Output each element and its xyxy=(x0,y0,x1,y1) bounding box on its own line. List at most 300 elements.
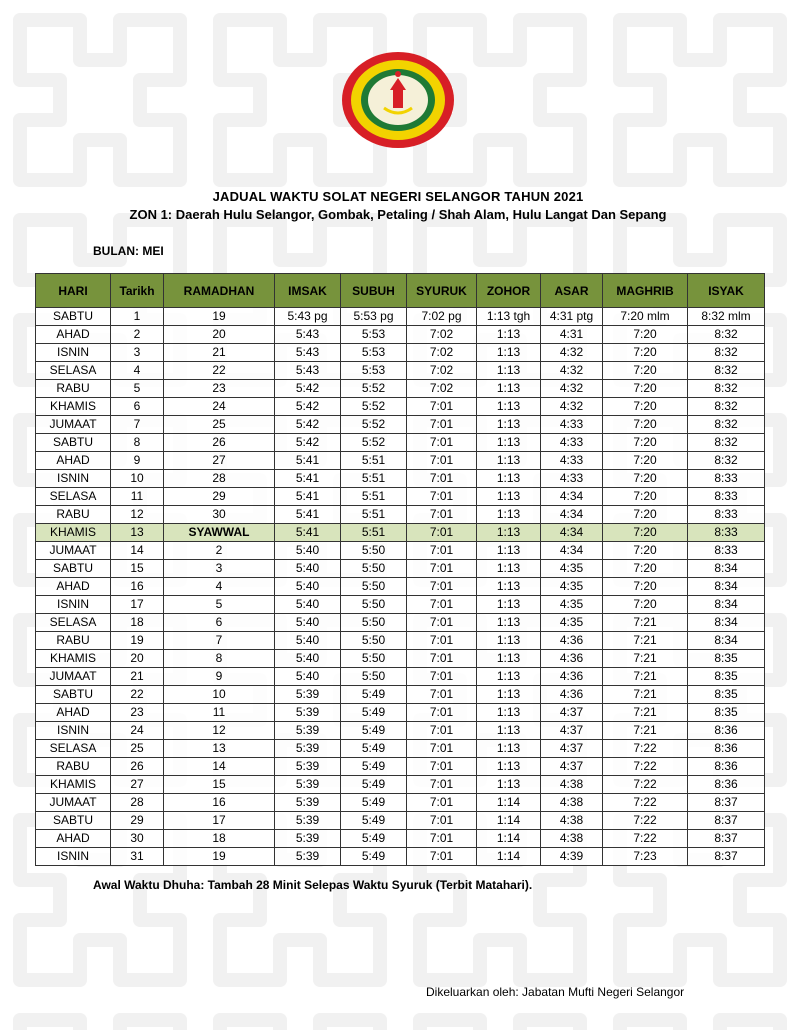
table-row xyxy=(36,704,765,722)
table-cell: 29 xyxy=(111,812,164,830)
table-cell: 8:32 mlm xyxy=(688,308,765,326)
table-cell: 7:01 xyxy=(407,740,477,758)
table-cell: 7:02 xyxy=(407,344,477,362)
table-cell: 5:50 xyxy=(341,578,407,596)
table-cell: 8:36 xyxy=(688,722,765,740)
table-cell: 7:01 xyxy=(407,704,477,722)
table-row xyxy=(36,686,765,704)
table-cell: 10 xyxy=(164,686,275,704)
table-row xyxy=(36,632,765,650)
table-cell: 4:37 xyxy=(541,704,603,722)
table-cell: 5:39 xyxy=(275,704,341,722)
table-cell: SABTU xyxy=(36,560,111,578)
table-cell: 5:51 xyxy=(341,452,407,470)
table-cell: 5:43 pg xyxy=(275,308,341,326)
table-cell: 25 xyxy=(164,416,275,434)
table-cell: 5:42 xyxy=(275,380,341,398)
table-cell: 14 xyxy=(164,758,275,776)
table-row xyxy=(36,668,765,686)
table-cell: 8:34 xyxy=(688,614,765,632)
table-cell: 7:21 xyxy=(603,632,688,650)
table-row xyxy=(36,596,765,614)
table-cell: JUMAAT xyxy=(36,542,111,560)
table-row xyxy=(36,758,765,776)
table-cell: 5:40 xyxy=(275,578,341,596)
table-cell: 21 xyxy=(111,668,164,686)
table-cell: 7:20 xyxy=(603,416,688,434)
table-cell: 1:13 xyxy=(477,632,541,650)
table-row xyxy=(36,344,765,362)
table-cell: 1:13 xyxy=(477,434,541,452)
table-cell: 4:35 xyxy=(541,596,603,614)
table-cell: 5:49 xyxy=(341,848,407,866)
table-cell: 7:20 xyxy=(603,506,688,524)
table-cell: 1:14 xyxy=(477,830,541,848)
table-cell: 3 xyxy=(164,560,275,578)
table-row xyxy=(36,380,765,398)
table-cell: 4:37 xyxy=(541,740,603,758)
table-cell: 7:22 xyxy=(603,740,688,758)
table-cell: 25 xyxy=(111,740,164,758)
table-cell: 5:50 xyxy=(341,632,407,650)
table-cell: 29 xyxy=(164,488,275,506)
table-cell: SABTU xyxy=(36,812,111,830)
table-cell: RABU xyxy=(36,506,111,524)
table-cell: 4:33 xyxy=(541,416,603,434)
table-cell: 5:52 xyxy=(341,416,407,434)
table-cell: 7:21 xyxy=(603,686,688,704)
table-cell: 7:01 xyxy=(407,758,477,776)
table-cell: JUMAAT xyxy=(36,416,111,434)
table-cell: 16 xyxy=(111,578,164,596)
table-cell: AHAD xyxy=(36,830,111,848)
table-cell: 5:49 xyxy=(341,740,407,758)
table-cell: 5:39 xyxy=(275,776,341,794)
table-cell: 7:20 xyxy=(603,596,688,614)
table-cell: 31 xyxy=(111,848,164,866)
table-cell: 4 xyxy=(111,362,164,380)
table-cell: 7:21 xyxy=(603,704,688,722)
table-cell: 4:39 xyxy=(541,848,603,866)
title-block xyxy=(0,188,796,224)
table-cell: 8:32 xyxy=(688,452,765,470)
table-cell: 4:32 xyxy=(541,344,603,362)
table-cell: 9 xyxy=(111,452,164,470)
table-cell: 1:13 xyxy=(477,686,541,704)
table-row xyxy=(36,308,765,326)
column-header: RAMADHAN xyxy=(164,274,275,308)
table-cell: 5:49 xyxy=(341,812,407,830)
table-cell: 7:22 xyxy=(603,812,688,830)
table-cell: 4:37 xyxy=(541,722,603,740)
table-cell: 7:22 xyxy=(603,776,688,794)
table-cell: 5:43 xyxy=(275,326,341,344)
table-cell: AHAD xyxy=(36,452,111,470)
column-header: ASAR xyxy=(541,274,603,308)
table-cell: AHAD xyxy=(36,326,111,344)
table-cell: 4:33 xyxy=(541,470,603,488)
jabatan-mufti-logo xyxy=(340,50,456,150)
table-cell: 7:20 xyxy=(603,488,688,506)
column-header: ZOHOR xyxy=(477,274,541,308)
table-cell: RABU xyxy=(36,380,111,398)
table-cell: 5:39 xyxy=(275,830,341,848)
table-cell: 4:34 xyxy=(541,542,603,560)
table-cell: 24 xyxy=(111,722,164,740)
table-cell: 9 xyxy=(164,668,275,686)
table-cell: 4:36 xyxy=(541,668,603,686)
table-cell: 4:33 xyxy=(541,452,603,470)
table-cell: 8:34 xyxy=(688,578,765,596)
table-cell: 7:20 xyxy=(603,542,688,560)
table-row xyxy=(36,542,765,560)
table-cell: 27 xyxy=(164,452,275,470)
table-cell: 5:39 xyxy=(275,758,341,776)
table-cell: 1:13 xyxy=(477,362,541,380)
table-cell: 4:38 xyxy=(541,812,603,830)
table-cell: 8:37 xyxy=(688,848,765,866)
table-cell: 8:33 xyxy=(688,524,765,542)
table-cell: 1:13 xyxy=(477,542,541,560)
table-cell: 7:01 xyxy=(407,614,477,632)
table-cell: 7:01 xyxy=(407,560,477,578)
table-cell: 5:50 xyxy=(341,614,407,632)
table-cell: 7:01 xyxy=(407,686,477,704)
table-cell: 12 xyxy=(111,506,164,524)
table-cell: 7:22 xyxy=(603,758,688,776)
table-cell: 5:43 xyxy=(275,362,341,380)
table-cell: 6 xyxy=(164,614,275,632)
table-cell: 1:13 xyxy=(477,506,541,524)
table-cell: 4:34 xyxy=(541,506,603,524)
table-cell: 1:13 xyxy=(477,560,541,578)
table-cell: KHAMIS xyxy=(36,650,111,668)
table-cell: 5:41 xyxy=(275,524,341,542)
table-cell: 1:13 xyxy=(477,488,541,506)
table-cell: 4:31 xyxy=(541,326,603,344)
table-cell: 4:38 xyxy=(541,830,603,848)
column-header: SUBUH xyxy=(341,274,407,308)
table-cell: 7:01 xyxy=(407,812,477,830)
table-cell: 1:13 xyxy=(477,596,541,614)
table-cell: 5:49 xyxy=(341,776,407,794)
table-cell: 1:13 tgh xyxy=(477,308,541,326)
table-cell: 7:21 xyxy=(603,722,688,740)
table-row xyxy=(36,452,765,470)
table-cell: JUMAAT xyxy=(36,794,111,812)
table-cell: 5:52 xyxy=(341,380,407,398)
table-header-row xyxy=(36,274,765,308)
table-cell: 4:36 xyxy=(541,650,603,668)
table-cell: 4:31 ptg xyxy=(541,308,603,326)
table-cell: 8:32 xyxy=(688,434,765,452)
table-cell: 24 xyxy=(164,398,275,416)
table-cell: 4:32 xyxy=(541,380,603,398)
table-cell: 7:21 xyxy=(603,614,688,632)
table-cell: 8:37 xyxy=(688,830,765,848)
table-cell: 7:20 xyxy=(603,524,688,542)
table-row xyxy=(36,578,765,596)
column-header: IMSAK xyxy=(275,274,341,308)
table-cell: 7:20 xyxy=(603,434,688,452)
table-cell: 5:51 xyxy=(341,524,407,542)
month-label: BULAN: MEI xyxy=(93,244,164,258)
table-cell: 4:35 xyxy=(541,560,603,578)
table-cell: 7:01 xyxy=(407,650,477,668)
table-cell: 5:50 xyxy=(341,650,407,668)
table-cell: 7:01 xyxy=(407,398,477,416)
table-cell: 8:34 xyxy=(688,596,765,614)
table-row xyxy=(36,794,765,812)
table-cell: 7:20 mlm xyxy=(603,308,688,326)
table-cell: 8:33 xyxy=(688,506,765,524)
table-cell: 30 xyxy=(164,506,275,524)
table-row xyxy=(36,362,765,380)
table-cell: 5:51 xyxy=(341,488,407,506)
table-cell: 5:52 xyxy=(341,398,407,416)
table-cell: AHAD xyxy=(36,704,111,722)
table-cell: 5:39 xyxy=(275,740,341,758)
table-cell: 11 xyxy=(111,488,164,506)
table-cell: 7:01 xyxy=(407,722,477,740)
table-cell: 5:50 xyxy=(341,560,407,578)
table-row xyxy=(36,470,765,488)
table-row xyxy=(36,560,765,578)
table-cell: AHAD xyxy=(36,578,111,596)
table-row xyxy=(36,326,765,344)
table-cell: 4:35 xyxy=(541,614,603,632)
table-cell: 12 xyxy=(164,722,275,740)
table-cell: 1:13 xyxy=(477,758,541,776)
table-cell: 13 xyxy=(111,524,164,542)
table-cell: 5:40 xyxy=(275,542,341,560)
table-cell: 5:40 xyxy=(275,632,341,650)
table-cell: 8:36 xyxy=(688,776,765,794)
table-cell: 4:33 xyxy=(541,434,603,452)
table-cell: 7:01 xyxy=(407,488,477,506)
table-cell: 7:01 xyxy=(407,434,477,452)
table-cell: 16 xyxy=(164,794,275,812)
table-row xyxy=(36,398,765,416)
table-cell: 7:20 xyxy=(603,470,688,488)
table-cell: 7:01 xyxy=(407,452,477,470)
column-header: SYURUK xyxy=(407,274,477,308)
table-cell: 5:39 xyxy=(275,812,341,830)
table-cell: 7:01 xyxy=(407,830,477,848)
table-cell: 23 xyxy=(164,380,275,398)
table-cell: 5:49 xyxy=(341,758,407,776)
table-cell: 6 xyxy=(111,398,164,416)
table-cell: 5:42 xyxy=(275,398,341,416)
table-cell: 7:01 xyxy=(407,596,477,614)
table-cell: 5:39 xyxy=(275,848,341,866)
table-cell: 1:14 xyxy=(477,848,541,866)
table-cell: 7:01 xyxy=(407,632,477,650)
table-cell: 5:53 xyxy=(341,362,407,380)
table-cell: 3 xyxy=(111,344,164,362)
table-cell: KHAMIS xyxy=(36,524,111,542)
table-cell: SELASA xyxy=(36,488,111,506)
table-cell: 5:50 xyxy=(341,668,407,686)
table-cell: KHAMIS xyxy=(36,776,111,794)
table-cell: 5:49 xyxy=(341,794,407,812)
table-cell: 17 xyxy=(164,812,275,830)
table-cell: 7:20 xyxy=(603,362,688,380)
table-cell: 7:02 xyxy=(407,326,477,344)
table-cell: 7:20 xyxy=(603,380,688,398)
table-cell: 1:13 xyxy=(477,578,541,596)
table-row xyxy=(36,722,765,740)
table-cell: 8:33 xyxy=(688,488,765,506)
table-cell: ISNIN xyxy=(36,344,111,362)
table-cell: 5:42 xyxy=(275,434,341,452)
table-cell: 8:32 xyxy=(688,416,765,434)
table-cell: SYAWWAL xyxy=(164,524,275,542)
table-cell: 5:41 xyxy=(275,470,341,488)
table-cell: SELASA xyxy=(36,614,111,632)
table-cell: 5:39 xyxy=(275,794,341,812)
table-cell: 2 xyxy=(111,326,164,344)
table-cell: RABU xyxy=(36,632,111,650)
table-cell: 20 xyxy=(164,326,275,344)
table-cell: 1:14 xyxy=(477,794,541,812)
table-cell: 5:41 xyxy=(275,488,341,506)
table-cell: 19 xyxy=(111,632,164,650)
table-cell: 23 xyxy=(111,704,164,722)
table-cell: 1:13 xyxy=(477,704,541,722)
dhuha-note: Awal Waktu Dhuha: Tambah 28 Minit Selepas Waktu Syuruk (Terbit Matahari). xyxy=(93,878,533,892)
table-cell: 7:21 xyxy=(603,668,688,686)
table-cell: 4:35 xyxy=(541,578,603,596)
table-cell: 22 xyxy=(111,686,164,704)
table-cell: 19 xyxy=(164,308,275,326)
table-cell: 21 xyxy=(164,344,275,362)
table-cell: SABTU xyxy=(36,308,111,326)
table-cell: 26 xyxy=(164,434,275,452)
table-row xyxy=(36,524,765,542)
table-cell: 4:38 xyxy=(541,776,603,794)
table-cell: 8:36 xyxy=(688,740,765,758)
table-cell: 14 xyxy=(111,542,164,560)
table-cell: 5:49 xyxy=(341,722,407,740)
table-cell: 7:01 xyxy=(407,668,477,686)
table-cell: 7:20 xyxy=(603,344,688,362)
table-cell: ISNIN xyxy=(36,470,111,488)
table-cell: 5:40 xyxy=(275,668,341,686)
table-cell: 4:34 xyxy=(541,488,603,506)
column-header: ISYAK xyxy=(688,274,765,308)
table-cell: 28 xyxy=(164,470,275,488)
table-cell: 20 xyxy=(111,650,164,668)
table-cell: 8:32 xyxy=(688,362,765,380)
table-cell: 7:01 xyxy=(407,542,477,560)
table-cell: 8:34 xyxy=(688,560,765,578)
table-row xyxy=(36,848,765,866)
table-cell: 7:22 xyxy=(603,794,688,812)
table-row xyxy=(36,812,765,830)
table-cell: 1:13 xyxy=(477,344,541,362)
table-cell: 5:40 xyxy=(275,560,341,578)
table-cell: 4 xyxy=(164,578,275,596)
table-cell: 7:01 xyxy=(407,776,477,794)
table-cell: ISNIN xyxy=(36,848,111,866)
table-cell: 1:13 xyxy=(477,650,541,668)
table-cell: 8:33 xyxy=(688,470,765,488)
table-cell: 7:20 xyxy=(603,578,688,596)
table-row xyxy=(36,506,765,524)
table-cell: 18 xyxy=(111,614,164,632)
table-cell: SABTU xyxy=(36,686,111,704)
table-cell: 8:36 xyxy=(688,758,765,776)
table-body xyxy=(36,308,765,866)
table-cell: 15 xyxy=(164,776,275,794)
table-cell: 8:32 xyxy=(688,380,765,398)
table-cell: 5:39 xyxy=(275,686,341,704)
column-header: HARI xyxy=(36,274,111,308)
table-cell: 1:13 xyxy=(477,326,541,344)
table-cell: 28 xyxy=(111,794,164,812)
table-row xyxy=(36,416,765,434)
table-cell: 19 xyxy=(164,848,275,866)
table-cell: 4:36 xyxy=(541,632,603,650)
table-cell: 4:38 xyxy=(541,794,603,812)
table-cell: 5:53 pg xyxy=(341,308,407,326)
table-cell: 10 xyxy=(111,470,164,488)
table-cell: 5:53 xyxy=(341,326,407,344)
table-cell: 1:13 xyxy=(477,740,541,758)
table-row xyxy=(36,830,765,848)
table-cell: 5:42 xyxy=(275,416,341,434)
table-cell: 7:20 xyxy=(603,452,688,470)
table-cell: 5:41 xyxy=(275,506,341,524)
table-cell: 5:40 xyxy=(275,596,341,614)
table-cell: 7 xyxy=(111,416,164,434)
table-cell: SELASA xyxy=(36,362,111,380)
table-cell: 5:49 xyxy=(341,830,407,848)
table-cell: 8:33 xyxy=(688,542,765,560)
table-cell: 5:53 xyxy=(341,344,407,362)
table-cell: 8:32 xyxy=(688,398,765,416)
table-cell: 7:01 xyxy=(407,578,477,596)
table-cell: 11 xyxy=(164,704,275,722)
table-cell: 8:32 xyxy=(688,344,765,362)
table-cell: 1:13 xyxy=(477,416,541,434)
table-cell: 8:35 xyxy=(688,650,765,668)
table-cell: 7:20 xyxy=(603,326,688,344)
table-cell: 7:01 xyxy=(407,416,477,434)
table-cell: 5:41 xyxy=(275,452,341,470)
table-cell: 2 xyxy=(164,542,275,560)
table-cell: 7 xyxy=(164,632,275,650)
table-cell: 26 xyxy=(111,758,164,776)
table-cell: 8:37 xyxy=(688,812,765,830)
table-cell: 8 xyxy=(111,434,164,452)
table-cell: 8 xyxy=(164,650,275,668)
table-cell: 18 xyxy=(164,830,275,848)
column-header: MAGHRIB xyxy=(603,274,688,308)
table-cell: 7:23 xyxy=(603,848,688,866)
table-cell: 5:39 xyxy=(275,722,341,740)
table-cell: 15 xyxy=(111,560,164,578)
table-cell: 5:52 xyxy=(341,434,407,452)
table-cell: 4:32 xyxy=(541,398,603,416)
table-cell: 13 xyxy=(164,740,275,758)
table-cell: 1:13 xyxy=(477,614,541,632)
table-cell: 27 xyxy=(111,776,164,794)
table-cell: 7:01 xyxy=(407,848,477,866)
page-title: JADUAL WAKTU SOLAT NEGERI SELANGOR TAHUN 2021 xyxy=(212,189,584,204)
table-cell: 5:50 xyxy=(341,542,407,560)
